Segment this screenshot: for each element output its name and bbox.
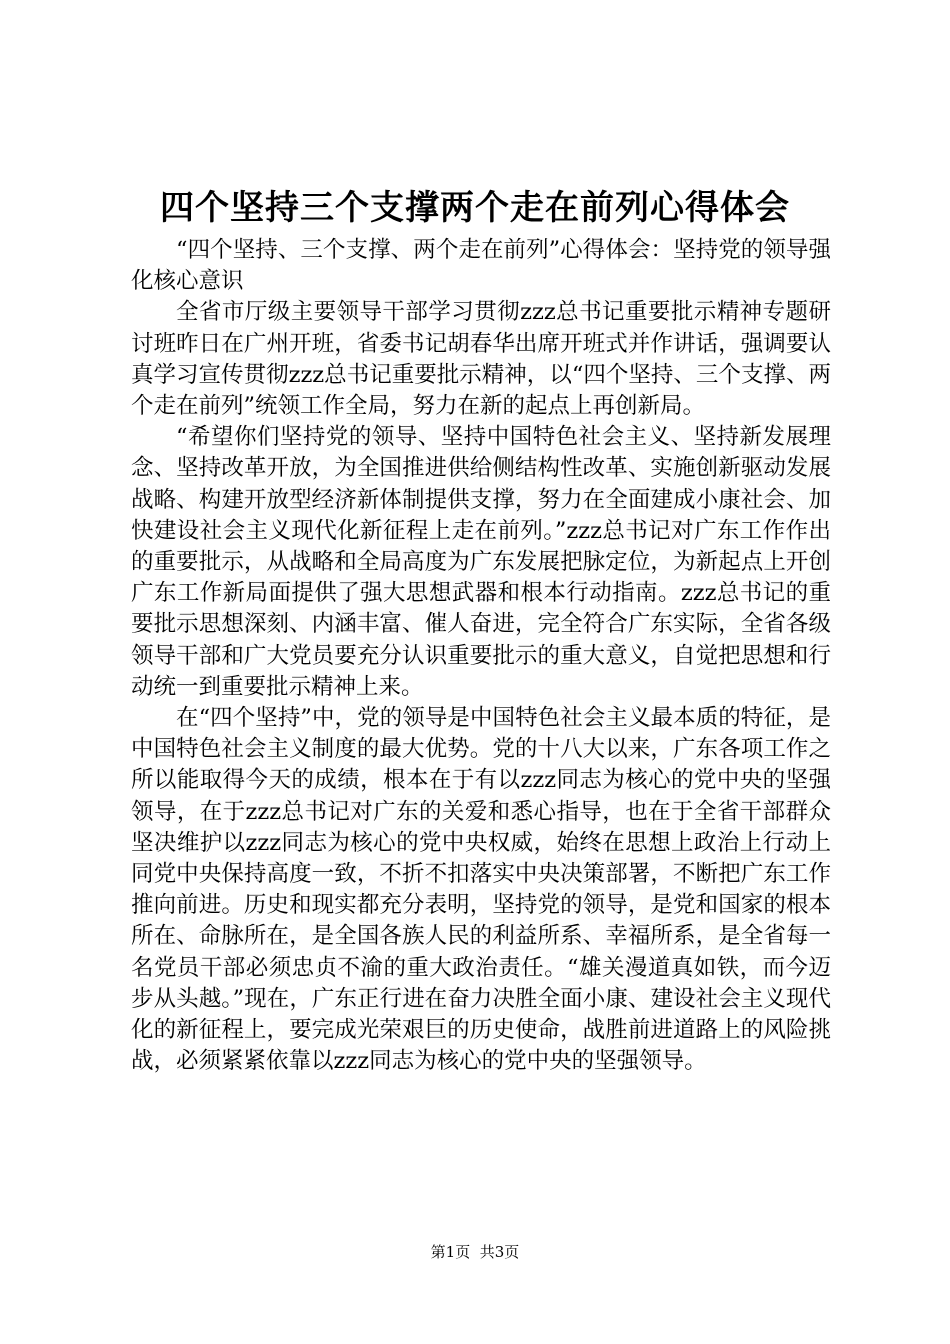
page-footer (0, 1242, 950, 1262)
paragraph: 全省市厅级主要领导干部学习贯彻zzz总书记重要批示精神专题研讨班昨日在广州开班，省委书记胡春华出席开班式并作讲话，强调要认真学习宣传贯彻zzz总书记重要批示精神，以“四个坚持、三个支撑、两个走在前列”统领工作全局，努力在新的起点上再创新局。 (131, 299, 831, 420)
page-total: 共3页 (479, 1243, 520, 1261)
paragraph: 在“四个坚持”中，党的领导是中国特色社会主义最本质的特征，是中国特色社会主义制度的最大优势。党的十八大以来，广东各项工作之所以能取得今天的成绩，根本在于有以zzz同志为核心的党中央的坚强领导，在于zzz总书记对广东的关爱和悉心指导，也在于全省干部群众坚决维护以zzz同志为核心的党中央权威，始终在思想上政治上行动上同党中央保持高度一致，不折不扣落实中央决策部署，不断把广东工作推向前进。历史和现实都充分表明，坚持党的领导，是党和国家的根本所在、命脉所在，是全国各族人民的利益所系、幸福所系，是全省每一名党员干部必须忠贞不渝的重大政治责任。“雄关漫道真如铁，而今迈步从头越。”现在，广东正行进在奋力决胜全面小康、建设社会主义现代化的新征程上，要完成光荣艰巨的历史使命，战胜前进道路上的风险挑战，必须紧紧依靠以zzz同志为核心的党中央的坚强领导。 (131, 705, 831, 1075)
paragraph: “希望你们坚持党的领导、坚持中国特色社会主义、坚持新发展理念、坚持改革开放，为全国推进供给侧结构性改革、实施创新驱动发展战略、构建开放型经济新体制提供支撑，努力在全面建成小康社会、加快建设社会主义现代化新征程上走在前列。”zzz总书记对广东工作作出的重要批示，从战略和全局高度为广东发展把脉定位，为新起点上开创广东工作新局面提供了强大思想武器和根本行动指南。zzz总书记的重要批示思想深刻、内涵丰富、催人奋进，完全符合广东实际，全省各级领导干部和广大党员要充分认识重要批示的重大意义，自觉把思想和行动统一到重要批示精神上来。 (131, 424, 831, 700)
page-number: 第1页 (430, 1243, 471, 1261)
document-body (131, 235, 831, 1077)
paragraph-subtitle: “四个坚持、三个支撑、两个走在前列”心得体会：坚持党的领导强化核心意识 (131, 237, 831, 295)
document-title: 四个坚持三个支撑两个走在前列心得体会 (160, 188, 790, 228)
